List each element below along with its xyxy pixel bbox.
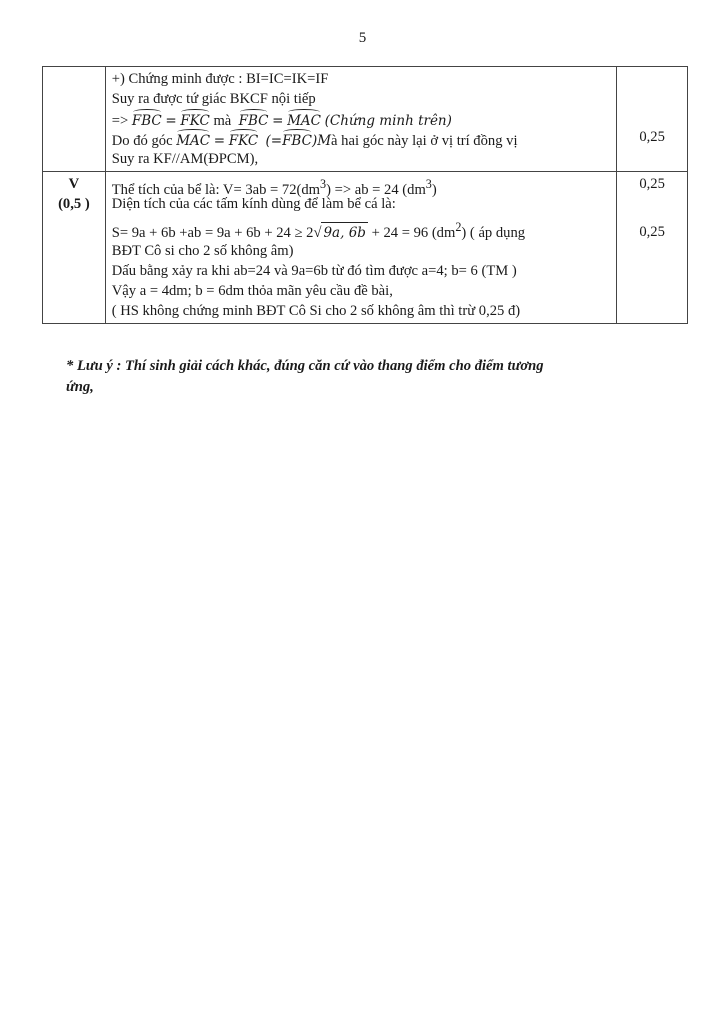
angle-arc: MAC <box>287 109 321 131</box>
part-points: (0,5 ) <box>58 196 90 212</box>
footnote-line: * Lưu ý : Thí sinh giải cách khác, đúng căn cứ vào thang điểm cho điểm tương <box>66 358 544 374</box>
solution-line: Suy ra được tứ giác BKCF nội tiếp <box>111 91 316 107</box>
solution-line: Diện tích của các tấm kính dùng để làm bể cá là: <box>111 196 396 212</box>
text-segment: ) => ab = 24 (dm <box>326 181 426 198</box>
footnote <box>66 356 666 398</box>
solution-line <box>112 129 613 149</box>
angle-arc: FBC <box>282 129 312 151</box>
score-value: 0,25 <box>639 176 665 192</box>
text-segment: mà <box>213 113 232 129</box>
score-value: 0,25 <box>639 224 665 240</box>
text-segment: + 24 = 96 (dm <box>371 224 456 241</box>
math-symbol: (= <box>265 133 283 149</box>
angle-arc: FBC <box>239 109 269 131</box>
footnote-line: ứng, <box>66 379 94 395</box>
math-symbol: ) <box>311 133 318 149</box>
sqrt-icon: √ <box>313 224 322 241</box>
solution-cell <box>105 67 617 172</box>
score-cell <box>617 67 688 172</box>
solution-line <box>112 214 613 241</box>
text-segment: S= 9a + 6b +ab = 9a + 6b + 24 ≥ 2 <box>111 224 314 241</box>
grading-table <box>42 66 688 324</box>
superscript: 3 <box>425 177 432 191</box>
text-segment: => <box>111 113 129 129</box>
solution-line <box>111 174 613 198</box>
solution-cell <box>105 172 617 324</box>
solution-line: Dấu bằng xảy ra khi ab=24 và 9a=6b từ đó tìm được a=4; b= 6 (TM ) <box>111 263 517 279</box>
part-cell <box>43 172 106 324</box>
solution-line: BĐT Cô si cho 2 số không âm) <box>111 243 294 259</box>
angle-arc: MAC <box>176 129 210 151</box>
solution-line: ( HS không chứng minh BĐT Cô Si cho 2 số không âm thì trừ 0,25 đ) <box>111 303 521 319</box>
solution-line: Suy ra KF//AM(ĐPCM), <box>111 151 259 167</box>
text-segment: Do đó góc <box>111 133 173 149</box>
radicand: 9a, 6b <box>321 222 367 243</box>
superscript: 2 <box>455 220 462 234</box>
text-segment: ) ( áp dụng <box>461 224 526 241</box>
table-row <box>43 172 688 324</box>
part-cell <box>43 67 106 172</box>
angle-arc: FKC <box>229 129 258 151</box>
part-label: V <box>68 176 80 192</box>
math-symbol: = <box>213 133 226 149</box>
solution-line: Vậy a = 4dm; b = 6dm thỏa mãn yêu cầu đề bài, <box>111 283 393 299</box>
text-segment: Thể tích của bể là: V= 3ab = 72(dm <box>111 181 321 198</box>
score-cell <box>617 172 688 324</box>
text-segment: à hai góc này lại ở vị trí đồng vị <box>331 133 518 149</box>
table-row <box>43 67 688 172</box>
math-text: (Chứng minh trên) <box>324 113 452 129</box>
page-number: 5 <box>358 30 367 46</box>
math-symbol: = <box>272 113 284 129</box>
text-segment: ) <box>431 181 437 198</box>
math-symbol: = <box>165 113 177 129</box>
score-value: 0,25 <box>639 129 665 145</box>
math-symbol: M <box>317 133 332 149</box>
solution-line <box>112 109 613 129</box>
angle-arc: FBC <box>132 109 162 131</box>
angle-arc: FKC <box>180 109 209 131</box>
superscript: 3 <box>320 177 327 191</box>
solution-line: +) Chứng minh được : BI=IC=IK=IF <box>111 71 329 87</box>
